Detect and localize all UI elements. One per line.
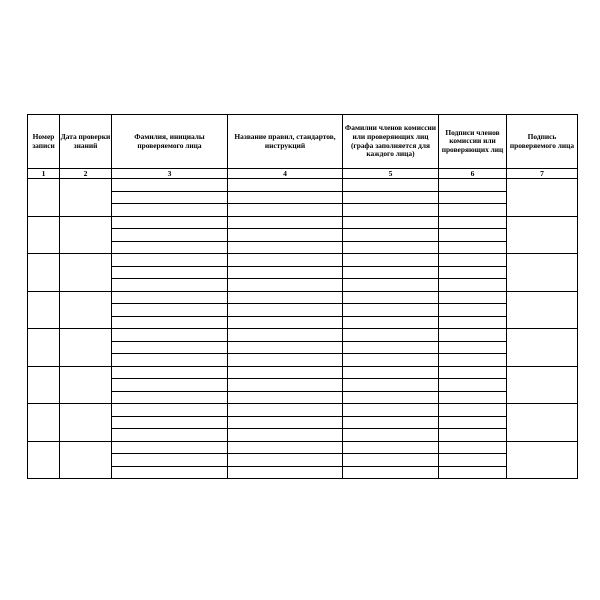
table-row xyxy=(28,179,578,192)
commission-signature-cell[interactable] xyxy=(439,216,507,229)
commission-signature-cell[interactable] xyxy=(439,204,507,217)
record-number-cell[interactable] xyxy=(28,216,60,254)
rules-title-cell[interactable] xyxy=(228,391,343,404)
rules-title-cell[interactable] xyxy=(228,354,343,367)
person-signature-cell[interactable] xyxy=(507,216,578,254)
commission-signature-cell[interactable] xyxy=(439,316,507,329)
commission-name-cell[interactable] xyxy=(343,279,439,292)
column-number: 2 xyxy=(60,169,112,179)
commission-signature-cell[interactable] xyxy=(439,441,507,454)
check-date-cell[interactable] xyxy=(60,216,112,254)
rules-title-cell[interactable] xyxy=(228,179,343,192)
record-number-cell[interactable] xyxy=(28,404,60,442)
person-name-cell[interactable] xyxy=(112,454,228,467)
person-name-cell[interactable] xyxy=(112,429,228,442)
rules-title-cell[interactable] xyxy=(228,279,343,292)
person-name-cell[interactable] xyxy=(112,366,228,379)
person-name-cell[interactable] xyxy=(112,379,228,392)
check-date-cell[interactable] xyxy=(60,329,112,367)
column-number-row xyxy=(28,169,578,179)
header-rules-title: Название правил, стандартов, инструкций xyxy=(228,115,343,169)
rules-title-cell[interactable] xyxy=(228,316,343,329)
rules-title-cell[interactable] xyxy=(228,241,343,254)
commission-name-cell[interactable] xyxy=(343,204,439,217)
column-number: 1 xyxy=(28,169,60,179)
commission-name-cell[interactable] xyxy=(343,229,439,242)
log-body xyxy=(28,179,578,479)
person-name-cell[interactable] xyxy=(112,204,228,217)
rules-title-cell[interactable] xyxy=(228,191,343,204)
commission-signature-cell[interactable] xyxy=(439,454,507,467)
person-name-cell[interactable] xyxy=(112,241,228,254)
commission-signature-cell[interactable] xyxy=(439,241,507,254)
person-signature-cell[interactable] xyxy=(507,254,578,292)
rules-title-cell[interactable] xyxy=(228,216,343,229)
commission-name-cell[interactable] xyxy=(343,266,439,279)
commission-name-cell[interactable] xyxy=(343,454,439,467)
person-name-cell[interactable] xyxy=(112,441,228,454)
check-date-cell[interactable] xyxy=(60,366,112,404)
commission-name-cell[interactable] xyxy=(343,329,439,342)
table-row xyxy=(28,291,578,304)
person-name-cell[interactable] xyxy=(112,216,228,229)
person-name-cell[interactable] xyxy=(112,191,228,204)
log-form xyxy=(27,114,577,479)
commission-name-cell[interactable] xyxy=(343,191,439,204)
header-person-name: Фамилия, инициалы проверяемого лица xyxy=(112,115,228,169)
rules-title-cell[interactable] xyxy=(228,329,343,342)
header-commission-names: Фамилии членов комиссии или проверяющих лиц (графа заполняется для каждого лица) xyxy=(343,115,439,169)
rules-title-cell[interactable] xyxy=(228,266,343,279)
person-signature-cell[interactable] xyxy=(507,329,578,367)
commission-name-cell[interactable] xyxy=(343,216,439,229)
record-number-cell[interactable] xyxy=(28,329,60,367)
header-record-number: Номер записи xyxy=(28,115,60,169)
person-name-cell[interactable] xyxy=(112,404,228,417)
commission-signature-cell[interactable] xyxy=(439,429,507,442)
commission-signature-cell[interactable] xyxy=(439,266,507,279)
person-signature-cell[interactable] xyxy=(507,441,578,479)
record-number-cell[interactable] xyxy=(28,291,60,329)
commission-signature-cell[interactable] xyxy=(439,191,507,204)
check-date-cell[interactable] xyxy=(60,254,112,292)
table-row xyxy=(28,441,578,454)
rules-title-cell[interactable] xyxy=(228,291,343,304)
commission-signature-cell[interactable] xyxy=(439,416,507,429)
header-person-signature: Подпись проверяемого лица xyxy=(507,115,578,169)
commission-name-cell[interactable] xyxy=(343,291,439,304)
commission-signature-cell[interactable] xyxy=(439,391,507,404)
rules-title-cell[interactable] xyxy=(228,379,343,392)
table-row xyxy=(28,254,578,267)
commission-name-cell[interactable] xyxy=(343,379,439,392)
check-date-cell[interactable] xyxy=(60,179,112,217)
commission-name-cell[interactable] xyxy=(343,254,439,267)
person-name-cell[interactable] xyxy=(112,354,228,367)
table-row xyxy=(28,216,578,229)
rules-title-cell[interactable] xyxy=(228,466,343,479)
commission-name-cell[interactable] xyxy=(343,429,439,442)
commission-signature-cell[interactable] xyxy=(439,341,507,354)
person-name-cell[interactable] xyxy=(112,329,228,342)
commission-name-cell[interactable] xyxy=(343,466,439,479)
person-name-cell[interactable] xyxy=(112,279,228,292)
rules-title-cell[interactable] xyxy=(228,429,343,442)
record-number-cell[interactable] xyxy=(28,254,60,292)
person-signature-cell[interactable] xyxy=(507,291,578,329)
person-name-cell[interactable] xyxy=(112,266,228,279)
check-date-cell[interactable] xyxy=(60,291,112,329)
table-row xyxy=(28,404,578,417)
column-number: 3 xyxy=(112,169,228,179)
rules-title-cell[interactable] xyxy=(228,229,343,242)
rules-title-cell[interactable] xyxy=(228,341,343,354)
rules-title-cell[interactable] xyxy=(228,416,343,429)
commission-name-cell[interactable] xyxy=(343,341,439,354)
rules-title-cell[interactable] xyxy=(228,404,343,417)
person-name-cell[interactable] xyxy=(112,179,228,192)
commission-signature-cell[interactable] xyxy=(439,304,507,317)
rules-title-cell[interactable] xyxy=(228,254,343,267)
person-name-cell[interactable] xyxy=(112,254,228,267)
commission-signature-cell[interactable] xyxy=(439,229,507,242)
person-name-cell[interactable] xyxy=(112,341,228,354)
rules-title-cell[interactable] xyxy=(228,304,343,317)
commission-signature-cell[interactable] xyxy=(439,279,507,292)
column-number: 7 xyxy=(507,169,578,179)
commission-name-cell[interactable] xyxy=(343,441,439,454)
commission-name-cell[interactable] xyxy=(343,304,439,317)
commission-signature-cell[interactable] xyxy=(439,466,507,479)
person-name-cell[interactable] xyxy=(112,316,228,329)
table-row xyxy=(28,329,578,342)
commission-name-cell[interactable] xyxy=(343,316,439,329)
column-number: 6 xyxy=(439,169,507,179)
commission-name-cell[interactable] xyxy=(343,241,439,254)
rules-title-cell[interactable] xyxy=(228,441,343,454)
person-signature-cell[interactable] xyxy=(507,366,578,404)
record-number-cell[interactable] xyxy=(28,441,60,479)
commission-name-cell[interactable] xyxy=(343,354,439,367)
header-commission-signatures: Подписи членов комиссии или проверяющих лиц xyxy=(439,115,507,169)
person-name-cell[interactable] xyxy=(112,466,228,479)
commission-signature-cell[interactable] xyxy=(439,379,507,392)
knowledge-check-log-table xyxy=(27,114,578,479)
commission-signature-cell[interactable] xyxy=(439,366,507,379)
person-name-cell[interactable] xyxy=(112,391,228,404)
rules-title-cell[interactable] xyxy=(228,366,343,379)
person-signature-cell[interactable] xyxy=(507,404,578,442)
commission-signature-cell[interactable] xyxy=(439,329,507,342)
commission-name-cell[interactable] xyxy=(343,366,439,379)
commission-name-cell[interactable] xyxy=(343,404,439,417)
person-name-cell[interactable] xyxy=(112,304,228,317)
column-number: 5 xyxy=(343,169,439,179)
check-date-cell[interactable] xyxy=(60,441,112,479)
commission-name-cell[interactable] xyxy=(343,391,439,404)
commission-signature-cell[interactable] xyxy=(439,291,507,304)
commission-signature-cell[interactable] xyxy=(439,254,507,267)
commission-signature-cell[interactable] xyxy=(439,354,507,367)
rules-title-cell[interactable] xyxy=(228,454,343,467)
commission-signature-cell[interactable] xyxy=(439,404,507,417)
commission-name-cell[interactable] xyxy=(343,416,439,429)
column-number: 4 xyxy=(228,169,343,179)
check-date-cell[interactable] xyxy=(60,404,112,442)
commission-name-cell[interactable] xyxy=(343,179,439,192)
header-row xyxy=(28,115,578,169)
record-number-cell[interactable] xyxy=(28,366,60,404)
person-name-cell[interactable] xyxy=(112,291,228,304)
rules-title-cell[interactable] xyxy=(228,204,343,217)
person-name-cell[interactable] xyxy=(112,229,228,242)
record-number-cell[interactable] xyxy=(28,179,60,217)
commission-signature-cell[interactable] xyxy=(439,179,507,192)
table-row xyxy=(28,366,578,379)
person-signature-cell[interactable] xyxy=(507,179,578,217)
header-check-date: Дата проверки знаний xyxy=(60,115,112,169)
person-name-cell[interactable] xyxy=(112,416,228,429)
